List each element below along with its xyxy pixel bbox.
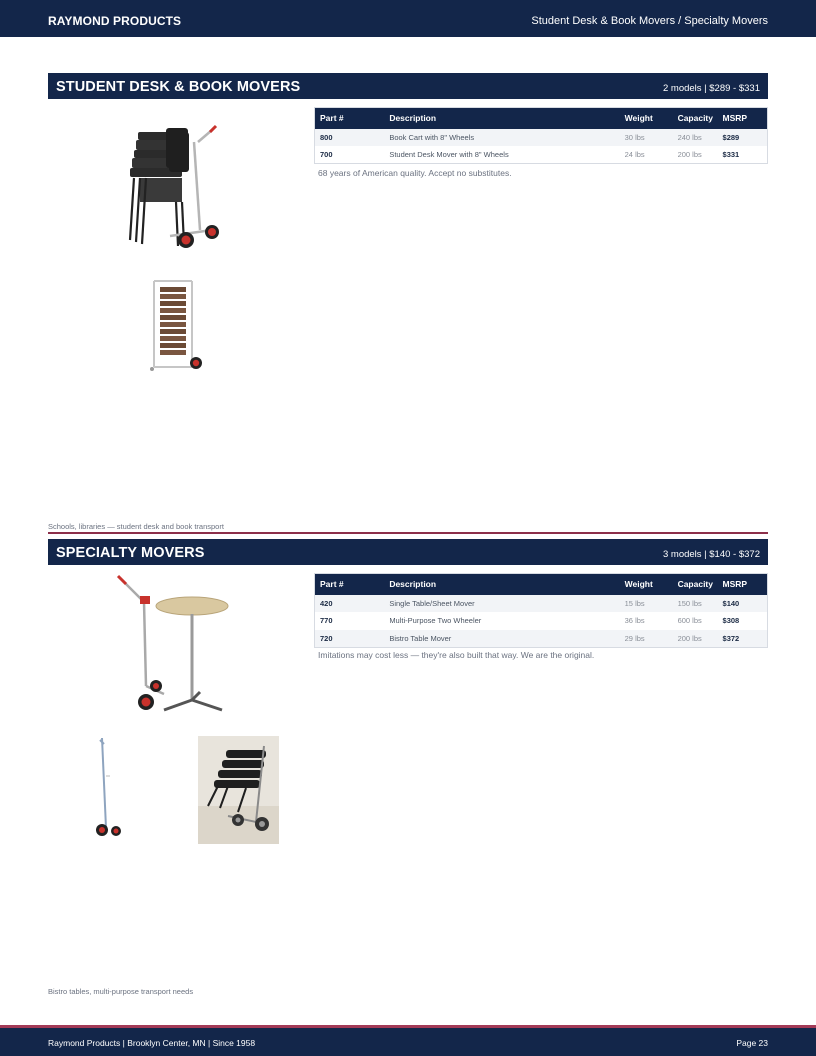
- section-header: [48, 539, 768, 565]
- table-header-row: [315, 574, 768, 595]
- product-photo-two-wheeler: [198, 736, 279, 844]
- description: Single Table/Sheet Mover: [384, 595, 619, 613]
- capacity: 200 lbs: [677, 150, 702, 159]
- section-specialty-movers: [48, 539, 768, 999]
- section-header: [48, 73, 768, 99]
- msrp: $308: [722, 616, 740, 626]
- brand-name: RAYMOND PRODUCTS: [48, 14, 182, 28]
- column-header: MSRP: [718, 108, 768, 129]
- column-header: MSRP: [718, 574, 768, 595]
- part-number: 700: [320, 150, 333, 159]
- table-row: [315, 595, 768, 613]
- column-header: Capacity: [673, 574, 718, 595]
- page-footer: [0, 1028, 816, 1056]
- weight: 29 lbs: [620, 630, 673, 648]
- section-tagline: 68 years of American quality. Accept no substitutes.: [318, 168, 512, 178]
- description: Book Cart with 8" Wheels: [384, 129, 619, 147]
- column-header: Description: [384, 108, 619, 129]
- msrp: $140: [718, 595, 768, 613]
- table-row: [315, 612, 768, 630]
- column-header: Part #: [315, 108, 385, 129]
- weight: 36 lbs: [624, 616, 645, 626]
- msrp: $331: [722, 150, 740, 159]
- capacity: 200 lbs: [673, 630, 718, 648]
- breadcrumb: Student Desk & Book Movers / Specialty Movers: [531, 15, 768, 27]
- table-row: [315, 146, 768, 164]
- page-number: Page 23: [736, 1038, 768, 1048]
- msrp: $289: [718, 129, 768, 147]
- table-header-row: [315, 108, 768, 129]
- column-header: Weight: [620, 108, 673, 129]
- weight: 24 lbs: [624, 150, 645, 159]
- description: Student Desk Mover with 8" Wheels: [389, 150, 509, 159]
- weight: 15 lbs: [620, 595, 673, 613]
- weight: 30 lbs: [620, 129, 673, 147]
- section-summary: 2 models | $289 - $331: [662, 83, 760, 94]
- msrp: $372: [718, 630, 768, 648]
- section-caption: Bistro tables, multi-purpose transport needs: [48, 987, 194, 996]
- part-number: 720: [315, 630, 385, 648]
- page-header: [0, 0, 816, 37]
- section-divider: [48, 532, 768, 534]
- table-row: [315, 129, 768, 147]
- section-caption: Schools, libraries — student desk and book transport: [48, 522, 224, 531]
- spec-table: [314, 107, 768, 164]
- product-photo-chair-dolly: [120, 110, 228, 265]
- spec-table: [314, 573, 768, 648]
- section-student-desk-book-movers: [48, 73, 768, 535]
- product-photo-hand-truck: [88, 736, 130, 842]
- column-header: Part #: [315, 574, 385, 595]
- product-photo-book-cart: [140, 271, 208, 377]
- footer-company-info: Raymond Products | Brooklyn Center, MN | Since 1958: [48, 1038, 256, 1048]
- capacity: 240 lbs: [673, 129, 718, 147]
- section-summary: 3 models | $140 - $372: [662, 549, 760, 560]
- column-header: Description: [384, 574, 619, 595]
- part-number: 420: [315, 595, 385, 613]
- product-photo-bistro-table-mover: [104, 574, 242, 726]
- capacity: 600 lbs: [677, 616, 702, 626]
- part-number: 770: [320, 616, 333, 626]
- section-title: SPECIALTY MOVERS: [56, 545, 205, 561]
- section-tagline: Imitations may cost less — they're also built that way. We are the original.: [318, 650, 595, 660]
- description: Multi-Purpose Two Wheeler: [389, 616, 482, 626]
- column-header: Capacity: [673, 108, 718, 129]
- part-number: 800: [315, 129, 385, 147]
- description: Bistro Table Mover: [384, 630, 619, 648]
- column-header: Weight: [620, 574, 673, 595]
- capacity: 150 lbs: [673, 595, 718, 613]
- section-title: STUDENT DESK & BOOK MOVERS: [56, 79, 301, 95]
- table-row: [315, 630, 768, 648]
